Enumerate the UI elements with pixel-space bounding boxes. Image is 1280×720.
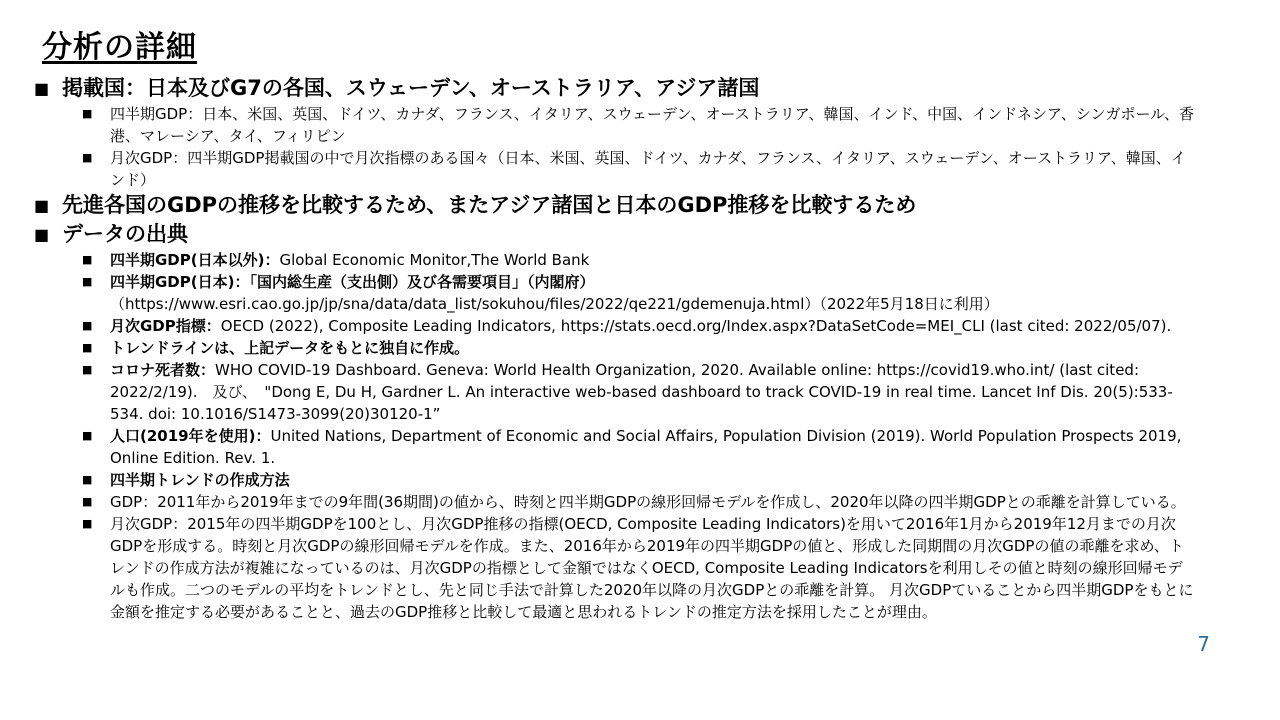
sub-bullet-item [82,103,1194,147]
bullet-icon: ■ [82,473,93,486]
quarterly-gdp-countries: 四半期GDP：日本、米国、英国、ドイツ、カナダ、フランス、イタリア、スウェーデン、オーストラリア、韓国、インド、中国、インドネシア、シンガポール、香港、マレーシア、タイ、フィリピン [110,105,1194,145]
bullet-icon: ■ [34,225,50,244]
bullet-icon: ■ [82,151,93,164]
source-label: 四半期GDP(日本以外)： [110,251,280,269]
source-text: Global Economic Monitor,The World Bank [279,251,590,269]
source-quarterly-gdp-world [110,249,1194,271]
sub-bullet-item [82,425,1194,469]
sub-bullet-item [82,271,1194,315]
sub-bullet-item [82,147,1194,191]
page-number: 7 [1197,632,1210,656]
bullet-icon: ■ [82,275,93,288]
sub-bullet-item [82,315,1194,337]
bullet-item [34,191,1194,220]
sub-bullet-item [82,491,1194,513]
sources-heading: データの出典 [62,222,188,246]
source-quarterly-gdp-japan [110,271,1194,315]
bullet-icon: ■ [82,319,93,332]
bullet-icon: ■ [82,363,93,376]
source-covid-deaths [110,359,1194,425]
source-label: 四半期GDP(日本)：「国内総生産（支出側）及び各需要項目」（内閣府） [110,273,595,291]
monthly-gdp-countries: 月次GDP：四半期GDP掲載国の中で月次指標のある国々（日本、米国、英国、ドイツ、カナダ、フランス、イタリア、スウェーデン、オーストラリア、韓国、インド） [110,149,1186,189]
source-label: 月次GDP指標： [110,317,221,335]
page-title: 分析の詳細 [42,30,197,65]
trendline-note: トレンドラインは、上記データをもとに独自に作成。 [110,339,470,357]
source-label: 人口(2019年を使用)： [110,427,271,445]
bullet-icon: ■ [82,341,93,354]
purpose-heading: 先進各国のGDPの推移を比較するため、またアジア諸国と日本のGDP推移を比較するため [62,193,917,217]
sub-bullet-item [82,513,1194,623]
countries-heading: 掲載国：日本及びG7の各国、スウェーデン、オーストラリア、アジア諸国 [62,76,760,100]
bullet-icon: ■ [82,429,93,442]
sub-bullet-item [82,469,1194,491]
bullet-item [34,74,1194,103]
content-body [34,74,1194,623]
sub-bullet-item [82,249,1194,271]
bullet-icon: ■ [82,517,93,530]
source-population [110,425,1194,469]
bullet-icon: ■ [34,79,50,98]
bullet-item [34,220,1194,249]
bullet-icon: ■ [82,253,93,266]
source-monthly-gdp [110,315,1194,337]
source-label: コロナ死者数： [110,361,216,379]
source-text: WHO COVID-19 Dashboard. Geneva: World Health Organization, 2020. Available online: https://covid19.who.int/ (last cited: 2022/2/19). 及び、 "Dong E, Du H, Gardner L. An interactive web-based dashboard to track COVID-19 in real time. Lancet Inf Dis. 20(5):533-534. doi: 10.1016/S1473-3099(20)30120-1” [110,361,1173,423]
source-text: （https://www.esri.cao.go.jp/jp/sna/data/data_list/sokuhou/files/2022/qe221/gdemenuja.html）（2022年5月18日に利用） [110,295,999,313]
source-text: OECD (2022), Composite Leading Indicators, https://stats.oecd.org/Index.aspx?DataSetCode=MEI_CLI (last cited: 2022/05/07). [220,317,1172,335]
source-text: United Nations, Department of Economic and Social Affairs, Population Division (2019). World Population Prospects 2019, Online Edition. Rev. 1. [110,427,1182,467]
sub-bullet-item [82,337,1194,359]
quarterly-trend-method: GDP：2011年から2019年までの9年間(36期間)の値から、時刻と四半期GDPの線形回帰モデルを作成し、2020年以降の四半期GDPとの乖離を計算している。 [110,493,1186,511]
monthly-trend-method: 月次GDP：2015年の四半期GDPを100とし、月次GDP推移の指標(OECD, Composite Leading Indicators)を用いて2016年1月から2019年12月までの月次GDPを形成する。時刻と月次GDPの線形回帰モデルを作成。また、2016年から2019年の四半期GDPの値と、形成した同期間の月次GDPの値の乖離を求め、トレンドの作成方法が複雑になっているのは、月次GDPの指標として金額ではなくOECD, Composite Leading Indicatorsを利用しその値と時刻の線形回帰モデルも作成。二つのモデルの平均をトレンドとし、先と同じ手法で計算した2020年以降の月次GDPとの乖離を計算。 月次GDPていることから四半期GDPをもとに金額を推定する必要があることと、過去のGDP推移と比較して最適と思われるトレンドの推定方法を採用したことが理由。 [110,515,1194,621]
bullet-icon: ■ [82,107,93,120]
bullet-icon: ■ [82,495,93,508]
bullet-icon: ■ [34,196,50,215]
trend-method-heading: 四半期トレンドの作成方法 [110,471,290,489]
sub-bullet-item [82,359,1194,425]
